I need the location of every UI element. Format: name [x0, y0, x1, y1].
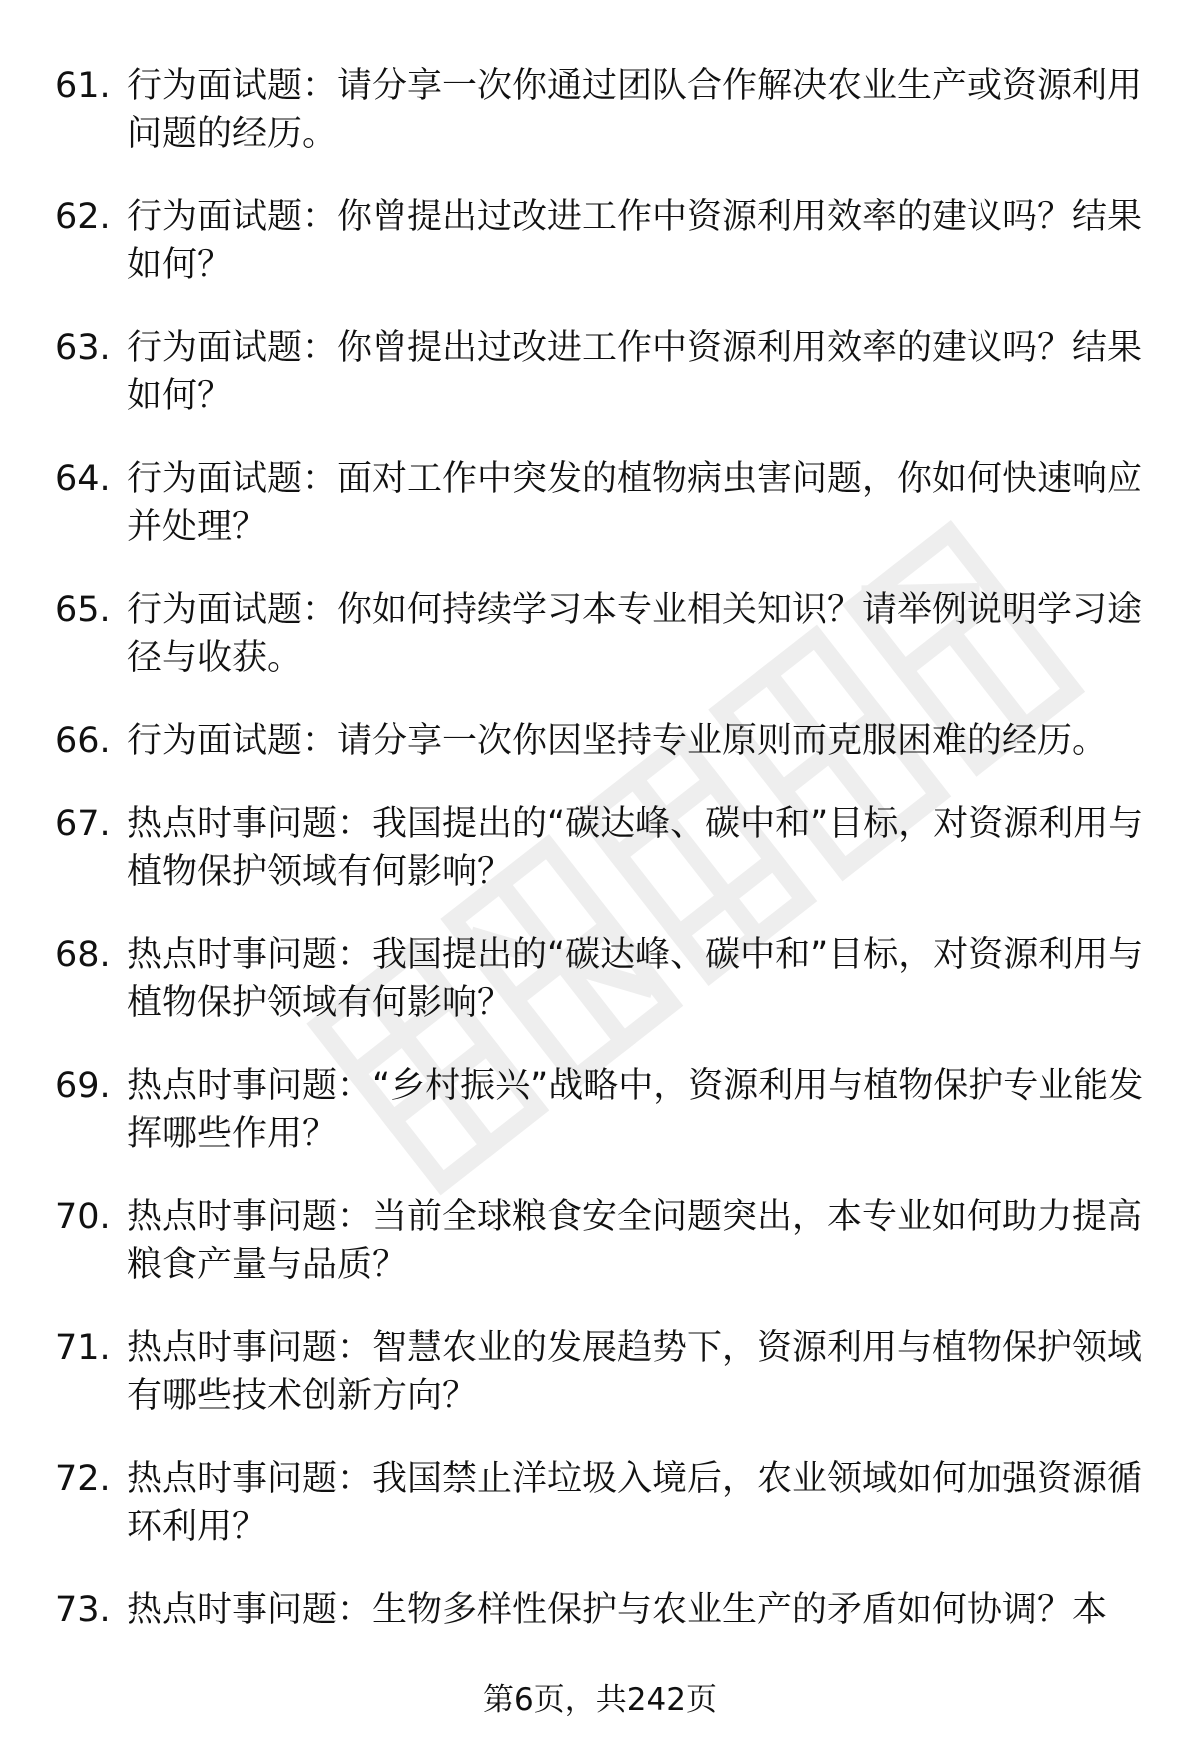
question-number: 68. — [55, 935, 111, 975]
question-text: 热点时事问题：智慧农业的发展趋势下，资源利用与植物保护领域有哪些技术创新方向？ — [127, 1328, 1143, 1416]
question-text: 行为面试题：请分享一次你因坚持专业原则而克服困难的经历。 — [127, 721, 1108, 761]
question-text: 热点时事问题：“乡村振兴”战略中，资源利用与植物保护专业能发挥哪些作用？ — [127, 1066, 1144, 1154]
question-text: 行为面试题：面对工作中突发的植物病虫害问题，你如何快速响应并处理？ — [127, 459, 1143, 547]
list-item — [55, 586, 1145, 682]
list-item — [55, 931, 1145, 1027]
question-text: 行为面试题：你如何持续学习本专业相关知识？请举例说明学习途径与收获。 — [127, 590, 1143, 678]
list-item — [55, 1193, 1145, 1289]
question-text: 行为面试题：请分享一次你通过团队合作解决农业生产或资源利用问题的经历。 — [127, 66, 1143, 154]
question-text: 行为面试题：你曾提出过改进工作中资源利用效率的建议吗？结果如何？ — [127, 197, 1143, 285]
question-text: 热点时事问题：当前全球粮食安全问题突出，本专业如何助力提高粮食产量与品质？ — [127, 1197, 1143, 1285]
list-item — [55, 1455, 1145, 1551]
question-number: 66. — [55, 721, 111, 761]
question-text: 行为面试题：你曾提出过改进工作中资源利用效率的建议吗？结果如何？ — [127, 328, 1143, 416]
list-item — [55, 1586, 1145, 1634]
list-item — [55, 1324, 1145, 1420]
question-number: 69. — [55, 1066, 111, 1106]
question-text: 热点时事问题：我国禁止洋垃圾入境后，农业领域如何加强资源循环利用？ — [127, 1459, 1143, 1547]
question-text: 热点时事问题：我国提出的“碳达峰、碳中和”目标，对资源利用与植物保护领域有何影响？ — [127, 804, 1144, 892]
list-item — [55, 324, 1145, 420]
question-number: 73. — [55, 1590, 111, 1630]
question-number: 62. — [55, 197, 111, 237]
question-number: 61. — [55, 66, 111, 106]
question-number: 71. — [55, 1328, 111, 1368]
question-text: 热点时事问题：我国提出的“碳达峰、碳中和”目标，对资源利用与植物保护领域有何影响？ — [127, 935, 1144, 1023]
question-number: 72. — [55, 1459, 111, 1499]
page-footer — [0, 1680, 1200, 1720]
page-number-text: 第6页，共242页 — [483, 1682, 717, 1718]
question-number: 64. — [55, 459, 111, 499]
list-item — [55, 1062, 1145, 1158]
list-item — [55, 455, 1145, 551]
question-list — [55, 62, 1145, 1669]
question-number: 63. — [55, 328, 111, 368]
question-text: 热点时事问题：生物多样性保护与农业生产的矛盾如何协调？本 — [127, 1590, 1108, 1630]
list-item — [55, 800, 1145, 896]
question-number: 65. — [55, 590, 111, 630]
question-number: 67. — [55, 804, 111, 844]
list-item — [55, 193, 1145, 289]
list-item — [55, 62, 1145, 158]
question-number: 70. — [55, 1197, 111, 1237]
list-item — [55, 717, 1145, 765]
